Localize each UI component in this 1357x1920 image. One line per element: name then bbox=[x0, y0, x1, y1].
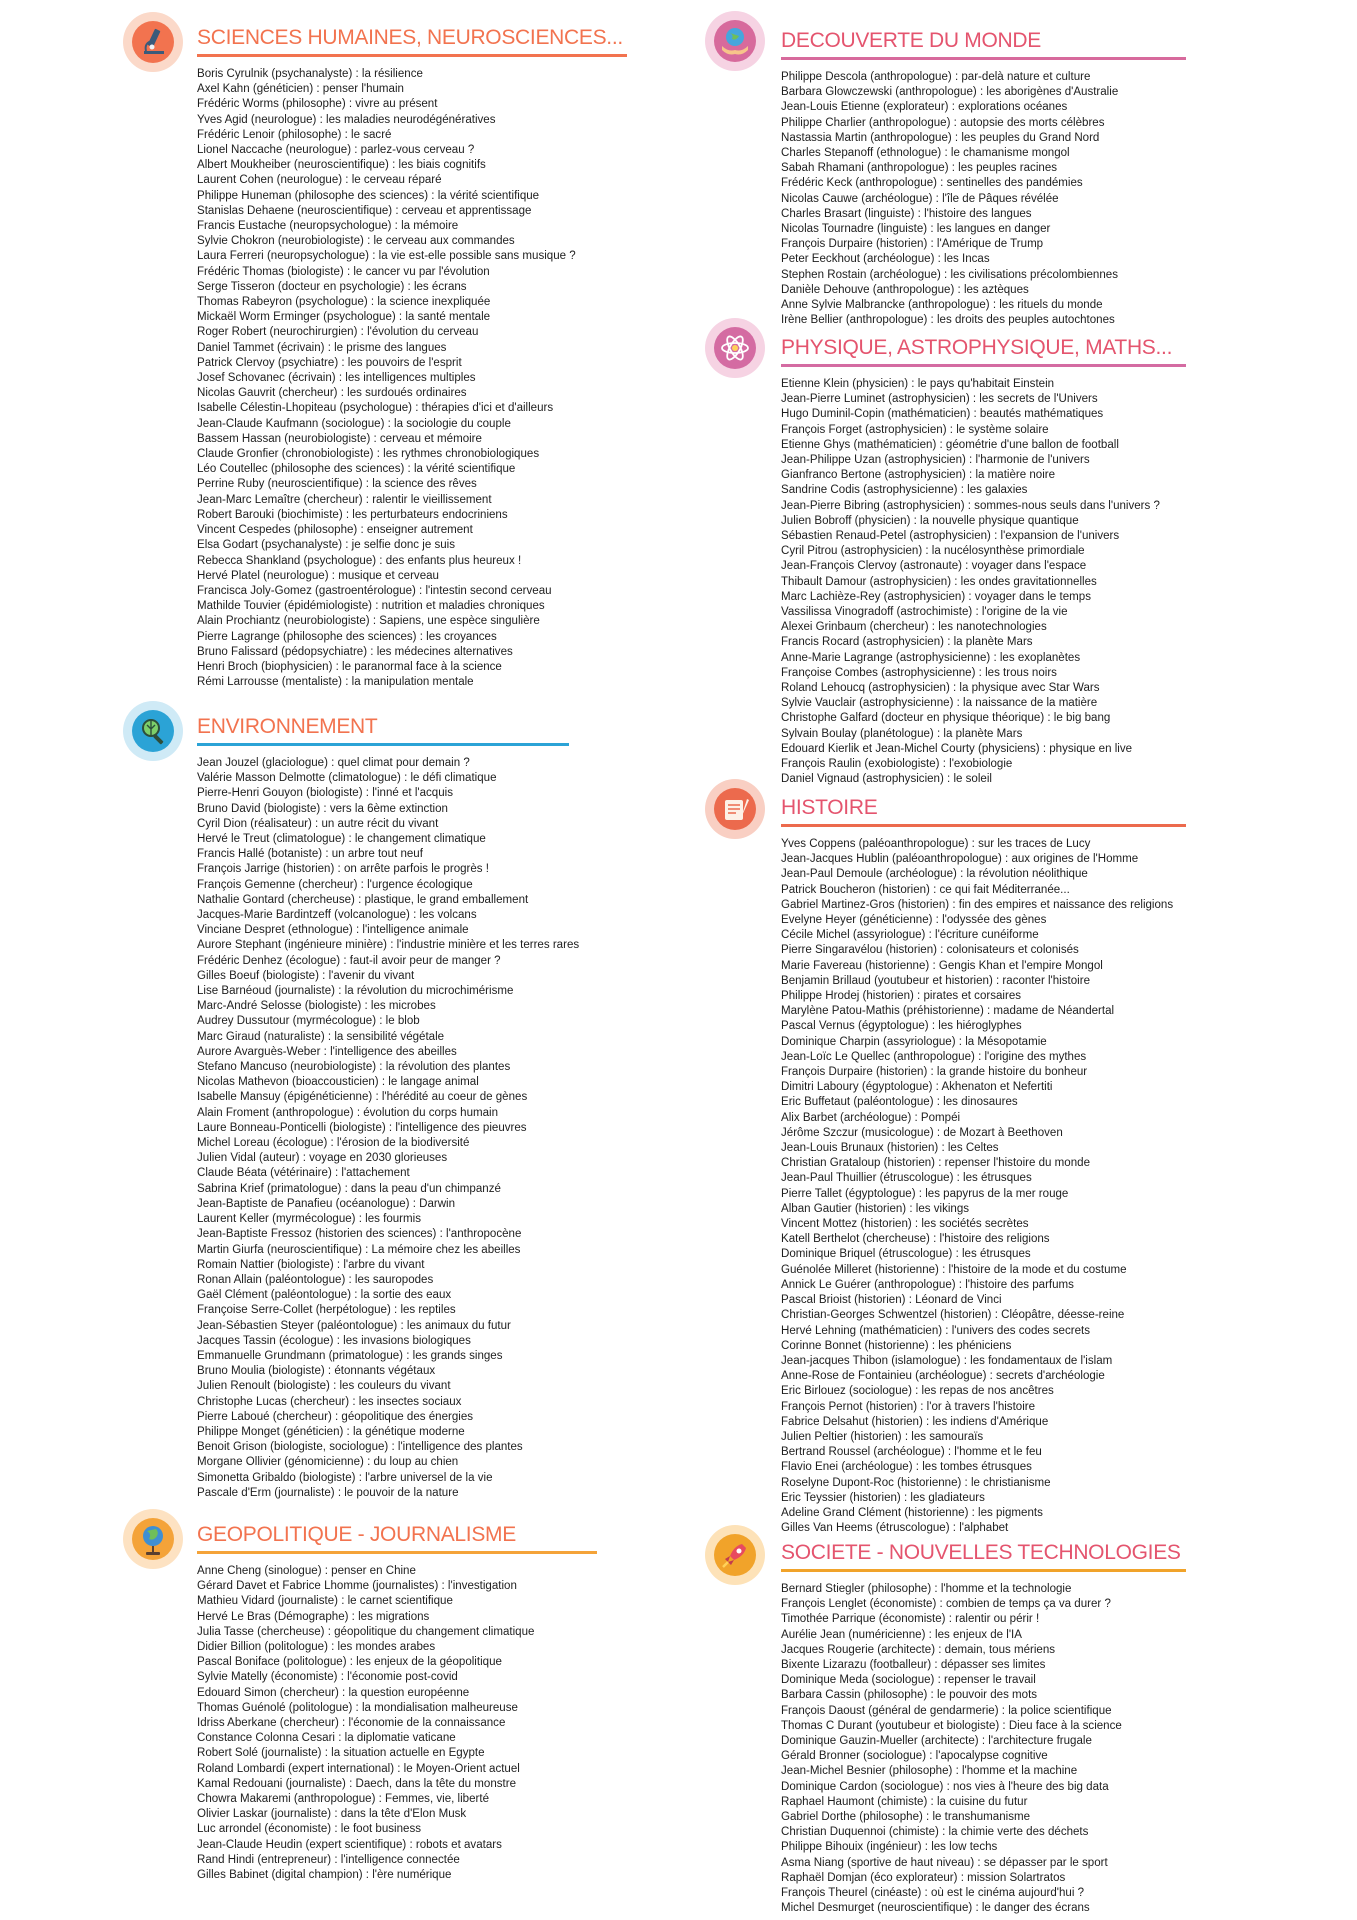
list-item: Nathalie Gontard (chercheuse) : plastique, le grand emballement bbox=[197, 893, 529, 906]
list-item: Jacques Tassin (écologue) : les invasions biologiques bbox=[197, 1334, 471, 1347]
list-item: Bruno Moulia (biologiste) : étonnants végétaux bbox=[197, 1365, 436, 1378]
list-item: Serge Tisseron (docteur en psychologie) : les écrans bbox=[197, 280, 467, 293]
list-item: Jean-Loïc Le Quellec (anthropologue) : l'origine des mythes bbox=[781, 1050, 1087, 1063]
list-item: Jean-Michel Besnier (philosophe) : l'homme et la machine bbox=[781, 1765, 1078, 1778]
section-sciences bbox=[197, 26, 627, 690]
list-item: Jean-Louis Etienne (explorateur) : explorations océanes bbox=[781, 101, 1068, 114]
list-item: Jean-Jacques Hublin (paléoanthropologue) : aux origines de l'Homme bbox=[781, 853, 1139, 866]
list-item: Benoit Grison (biologiste, sociologue) : l'intelligence des plantes bbox=[197, 1441, 523, 1454]
list-item: Thomas Rabeyron (psychologue) : la science inexpliquée bbox=[197, 296, 491, 309]
list-item: Jean-Paul Demoule (archéologue) : la révolution néolithique bbox=[781, 868, 1088, 881]
list-item: Claude Béata (vétérinaire) : l'attachement bbox=[197, 1167, 410, 1180]
list-item: Patrick Boucheron (historien) : ce qui fait Méditerranée... bbox=[781, 883, 1070, 896]
list-item: François Daoust (général de gendarmerie) : la police scientifique bbox=[781, 1704, 1112, 1717]
list-item: Irène Bellier (anthropologue) : les droits des peuples autochtones bbox=[781, 314, 1115, 327]
list-item: Didier Billion (politologue) : les mondes arabes bbox=[197, 1641, 436, 1654]
list-item: Christophe Galfard (docteur en physique théorique) : le big bang bbox=[781, 712, 1111, 725]
list-item: Josef Schovanec (écrivain) : les intelligences multiples bbox=[197, 372, 476, 385]
list-item: Alain Froment (anthropologue) : évolution du corps humain bbox=[197, 1106, 499, 1119]
leaf-magnifier-icon bbox=[123, 701, 183, 761]
list-item: Dominique Charpin (assyriologue) : la Mésopotamie bbox=[781, 1035, 1047, 1048]
list-item: Thomas C Durant (youtubeur et biologiste) : Dieu face à la science bbox=[781, 1719, 1122, 1732]
list-item: Anne-Marie Lagrange (astrophysicienne) : les exoplanètes bbox=[781, 651, 1081, 664]
list-item: Hervé Lehning (mathématicien) : l'univers des codes secrets bbox=[781, 1324, 1090, 1337]
section-title: HISTOIRE bbox=[781, 796, 1186, 827]
entry-list bbox=[781, 70, 1186, 328]
section-geopolitique bbox=[197, 1523, 597, 1883]
list-item: Dominique Briquel (étruscologue) : les étrusques bbox=[781, 1248, 1031, 1261]
list-item: François Theurel (cinéaste) : où est le cinéma aujourd'hui ? bbox=[781, 1887, 1085, 1900]
list-item: Gérald Bronner (sociologue) : l'apocalypse cognitive bbox=[781, 1750, 1048, 1763]
list-item: Philippe Charlier (anthropologue) : autopsie des morts célèbres bbox=[781, 116, 1105, 129]
list-item: Philippe Monget (généticien) : la génétique moderne bbox=[197, 1425, 465, 1438]
list-item: Evelyne Heyer (généticienne) : l'odyssée des gènes bbox=[781, 914, 1047, 927]
list-item: Robert Barouki (biochimiste) : les perturbateurs endocriniens bbox=[197, 508, 508, 521]
list-item: Rand Hindi (entrepreneur) : l'intelligence connectée bbox=[197, 1853, 460, 1866]
list-item: Annick Le Guérer (anthropologue) : l'histoire des parfums bbox=[781, 1278, 1074, 1291]
list-item: Elsa Godart (psychanalyste) : je selfie donc je suis bbox=[197, 539, 456, 552]
list-item: Pierre Singaravélou (historien) : colonisateurs et colonisés bbox=[781, 944, 1079, 957]
list-item: François Pernot (historien) : l'or à travers l'histoire bbox=[781, 1400, 1036, 1413]
list-item: Boris Cyrulnik (psychanalyste) : la résilience bbox=[197, 68, 423, 80]
earth-hands-icon bbox=[705, 11, 765, 71]
list-item: Flavio Enei (archéologue) : les tombes étrusques bbox=[781, 1461, 1032, 1474]
list-item: Idriss Aberkane (chercheur) : l'économie de la connaissance bbox=[197, 1717, 506, 1730]
list-item: Claude Gronfier (chronobiologiste) : les rythmes chronobiologiques bbox=[197, 448, 540, 461]
list-item: Daniel Tammet (écrivain) : le prisme des langues bbox=[197, 341, 447, 354]
list-item: Francis Eustache (neuropsychologue) : la mémoire bbox=[197, 220, 459, 233]
list-item: Guénolée Milleret (historienne) : l'histoire de la mode et du costume bbox=[781, 1263, 1127, 1276]
list-item: Laura Ferreri (neuropsychologue) : la vie est-elle possible sans musique ? bbox=[197, 250, 576, 263]
list-item: Bruno David (biologiste) : vers la 6ème extinction bbox=[197, 802, 448, 815]
list-item: François Jarrige (historien) : on arrête parfois le progrès ! bbox=[197, 863, 489, 876]
list-item: Nastassia Martin (anthropologue) : les peuples du Grand Nord bbox=[781, 131, 1100, 144]
list-item: Rebecca Shankland (psychologue) : des enfants plus heureux ! bbox=[197, 554, 522, 567]
section-title: DECOUVERTE DU MONDE bbox=[781, 29, 1186, 60]
list-item: Aurélie Jean (numéricienne) : les enjeux de l'IA bbox=[781, 1628, 1022, 1641]
list-item: Jean-Louis Brunaux (historien) : les Celtes bbox=[781, 1142, 999, 1155]
list-item: Mathilde Touvier (épidémiologiste) : nutrition et maladies chroniques bbox=[197, 600, 545, 613]
list-item: Jacques-Marie Bardintzeff (volcanologue) : les volcans bbox=[197, 909, 477, 922]
list-item: Jean Jouzel (glaciologue) : quel climat pour demain ? bbox=[197, 757, 470, 769]
list-item: Patrick Clervoy (psychiatre) : les pouvoirs de l'esprit bbox=[197, 356, 462, 369]
list-item: Gianfranco Bertone (astrophysicien) : la matière noire bbox=[781, 469, 1056, 482]
section-title: SCIENCES HUMAINES, NEUROSCIENCES... bbox=[197, 26, 627, 57]
list-item: Christophe Lucas (chercheur) : les insectes sociaux bbox=[197, 1395, 462, 1408]
list-item: Philippe Huneman (philosophe des sciences) : la vérité scientifique bbox=[197, 189, 540, 202]
list-item: Isabelle Célestin-Lhopiteau (psychologue) : thérapies d'ici et d'ailleurs bbox=[197, 402, 554, 415]
list-item: Hervé le Treut (climatologue) : le changement climatique bbox=[197, 833, 486, 846]
list-item: Katell Berthelot (chercheuse) : l'histoire des religions bbox=[781, 1233, 1050, 1246]
list-item: Françoise Serre-Collet (herpétologue) : les reptiles bbox=[197, 1304, 456, 1317]
list-item: Jean-Marc Lemaître (chercheur) : ralentir le vieillissement bbox=[197, 493, 492, 506]
section-decouverte bbox=[781, 29, 1186, 328]
list-item: Jean-jacques Thibon (islamologue) : les fondamentaux de l'islam bbox=[781, 1354, 1113, 1367]
list-item: Philippe Descola (anthropologue) : par-delà nature et culture bbox=[781, 71, 1091, 83]
list-item: Alban Gautier (historien) : les vikings bbox=[781, 1202, 970, 1215]
list-item: Francisca Joly-Gomez (gastroentérologue) : l'intestin second cerveau bbox=[197, 584, 552, 597]
list-item: Bassem Hassan (neurobiologiste) : cerveau et mémoire bbox=[197, 432, 482, 445]
list-item: Dominique Cardon (sociologue) : nos vies à l'heure des big data bbox=[781, 1780, 1109, 1793]
list-item: Hervé Platel (neurologue) : musique et cerveau bbox=[197, 569, 439, 582]
list-item: Anne-Rose de Fontainieu (archéologue) : secrets d'archéologie bbox=[781, 1370, 1105, 1383]
list-item: Vinciane Despret (ethnologue) : l'intelligence animale bbox=[197, 924, 469, 937]
entry-list bbox=[781, 377, 1186, 787]
list-item: François Durpaire (historien) : l'Amérique de Trump bbox=[781, 238, 1044, 251]
list-item: Julien Peltier (historien) : les samouraïs bbox=[781, 1430, 984, 1443]
list-item: Isabelle Mansuy (épigénéticienne) : l'hérédité au coeur de gènes bbox=[197, 1091, 528, 1104]
list-item: Roger Robert (neurochirurgien) : l'évolution du cerveau bbox=[197, 326, 479, 339]
list-item: Rémi Larrousse (mentaliste) : la manipulation mentale bbox=[197, 676, 474, 689]
list-item: Valérie Masson Delmotte (climatologue) : le défi climatique bbox=[197, 772, 497, 785]
list-item: Edouard Kierlik et Jean-Michel Courty (physiciens) : physique en live bbox=[781, 742, 1133, 755]
list-item: Vincent Cespedes (philosophe) : enseigner autrement bbox=[197, 524, 473, 537]
list-item: François Forget (astrophysicien) : le système solaire bbox=[781, 423, 1049, 436]
list-item: Dimitri Laboury (égyptologue) : Akhenaton et Nefertiti bbox=[781, 1081, 1053, 1094]
list-item: Etienne Ghys (mathématicien) : géométrie d'une ballon de football bbox=[781, 438, 1119, 451]
list-item: Pascal Vernus (égyptologue) : les hiéroglyphes bbox=[781, 1020, 1022, 1033]
list-item: Etienne Klein (physicien) : le pays qu'habitait Einstein bbox=[781, 378, 1055, 390]
list-item: Michel Desmurget (neuroscientifique) : le danger des écrans bbox=[781, 1902, 1090, 1915]
list-item: Marc Lachièze-Rey (astrophysicien) : voyager dans le temps bbox=[781, 590, 1091, 603]
list-item: Barbara Glowczewski (anthropologue) : les aborigènes d'Australie bbox=[781, 86, 1119, 99]
list-item: Nicolas Cauwe (archéologue) : l'île de Pâques révélée bbox=[781, 192, 1059, 205]
entry-list bbox=[781, 837, 1186, 1536]
list-item: Gaël Clément (paléontologue) : la sortie des eaux bbox=[197, 1289, 452, 1302]
list-item: Philippe Bihouix (ingénieur) : les low techs bbox=[781, 1841, 998, 1854]
list-item: Stephen Rostain (archéologue) : les civilisations précolombiennes bbox=[781, 268, 1118, 281]
rocket-icon bbox=[705, 1525, 765, 1585]
list-item: Sandrine Codis (astrophysicienne) : les galaxies bbox=[781, 484, 1028, 497]
list-item: Alain Prochiantz (neurobiologiste) : Sapiens, une espèce singulière bbox=[197, 615, 540, 628]
list-item: Aurore Stephant (ingénieure minière) : l'industrie minière et les terres rares bbox=[197, 939, 580, 952]
list-item: Anne Cheng (sinologue) : penser en Chine bbox=[197, 1565, 416, 1577]
list-item: François Gemenne (chercheur) : l'urgence écologique bbox=[197, 878, 473, 891]
list-item: Asma Niang (sportive de haut niveau) : se dépasser par le sport bbox=[781, 1856, 1108, 1869]
list-item: Gabriel Dorthe (philosophe) : le transhumanisme bbox=[781, 1811, 1031, 1824]
list-item: François Raulin (exobiologiste) : l'exobiologie bbox=[781, 758, 1013, 771]
list-item: Léo Coutellec (philosophe des sciences) : la vérité scientifique bbox=[197, 463, 516, 476]
list-item: Nicolas Tournadre (linguiste) : les langues en danger bbox=[781, 223, 1051, 236]
list-item: Thibault Damour (astrophysicien) : les ondes gravitationnelles bbox=[781, 575, 1097, 588]
list-item: Robert Solé (journaliste) : la situation actuelle en Egypte bbox=[197, 1747, 485, 1760]
list-item: Dominique Meda (sociologue) : repenser le travail bbox=[781, 1674, 1036, 1687]
list-item: Laurent Keller (myrmécologue) : les fourmis bbox=[197, 1213, 421, 1226]
section-societe bbox=[781, 1541, 1186, 1916]
list-item: Timothée Parrique (économiste) : ralentir ou périr ! bbox=[781, 1613, 1040, 1626]
list-item: Philippe Hrodej (historien) : pirates et corsaires bbox=[781, 990, 1022, 1003]
list-item: Jean-Baptiste Fressoz (historien des sciences) : l'anthropocène bbox=[197, 1228, 522, 1241]
section-histoire bbox=[781, 796, 1186, 1536]
list-item: Sabah Rhamani (anthropologue) : les peuples racines bbox=[781, 162, 1058, 175]
list-item: Jérôme Szczur (musicologue) : de Mozart à Beethoven bbox=[781, 1126, 1063, 1139]
list-item: Sylvain Boulay (planétologue) : la planète Mars bbox=[781, 727, 1023, 740]
list-item: Françoise Combes (astrophysicienne) : les trous noirs bbox=[781, 666, 1057, 679]
list-item: Pascal Brioist (historien) : Léonard de Vinci bbox=[781, 1294, 1002, 1307]
list-item: Marie Favereau (historienne) : Gengis Khan et l'empire Mongol bbox=[781, 959, 1103, 972]
list-item: Roselyne Dupont-Roc (historienne) : le christianisme bbox=[781, 1476, 1051, 1489]
list-item: Charles Brasart (linguiste) : l'histoire des langues bbox=[781, 207, 1032, 220]
list-item: Pierre Tallet (égyptologue) : les papyrus de la mer rouge bbox=[781, 1187, 1069, 1200]
list-item: Jean-Sébastien Steyer (paléontologue) : les animaux du futur bbox=[197, 1319, 511, 1332]
list-item: Fabrice Delsahut (historien) : les indiens d'Amérique bbox=[781, 1415, 1049, 1428]
list-item: Vassilissa Vinogradoff (astrochimiste) : l'origine de la vie bbox=[781, 606, 1068, 619]
list-item: Albert Moukheiber (neuroscientifique) : les biais cognitifs bbox=[197, 159, 486, 172]
list-item: Jean-Claude Kaufmann (sociologue) : la sociologie du couple bbox=[197, 417, 511, 430]
list-item: Alix Barbet (archéologue) : Pompéi bbox=[781, 1111, 961, 1124]
list-item: Sylvie Vauclair (astrophysicienne) : la naissance de la matière bbox=[781, 697, 1098, 710]
list-item: Laurent Cohen (neurologue) : le cerveau réparé bbox=[197, 174, 442, 187]
section-title: GEOPOLITIQUE - JOURNALISME bbox=[197, 1523, 597, 1554]
list-item: Corinne Bonnet (historienne) : les phéniciens bbox=[781, 1339, 1012, 1352]
list-item: Cécile Michel (assyriologue) : l'écriture cunéiforme bbox=[781, 929, 1039, 942]
list-item: Edouard Simon (chercheur) : la question européenne bbox=[197, 1686, 470, 1699]
list-item: Constance Colonna Cesari : la diplomatie vaticane bbox=[197, 1732, 456, 1745]
list-item: Romain Nattier (biologiste) : l'arbre du vivant bbox=[197, 1258, 425, 1271]
list-item: Julia Tasse (chercheuse) : géopolitique du changement climatique bbox=[197, 1625, 535, 1638]
list-item: Sylvie Matelly (économiste) : l'économie post-covid bbox=[197, 1671, 458, 1684]
list-item: Morgane Ollivier (génomicienne) : du loup au chien bbox=[197, 1456, 459, 1469]
list-item: Gilles Van Heems (étruscologue) : l'alphabet bbox=[781, 1522, 1009, 1535]
list-item: Danièle Dehouve (anthropologue) : les aztèques bbox=[781, 283, 1029, 296]
list-item: Julien Bobroff (physicien) : la nouvelle physique quantique bbox=[781, 514, 1079, 527]
section-physique bbox=[781, 336, 1186, 787]
list-item: Roland Lehoucq (astrophysicien) : la physique avec Star Wars bbox=[781, 682, 1100, 695]
list-item: Thomas Guénolé (politologue) : la mondialisation malheureuse bbox=[197, 1701, 518, 1714]
list-item: Marylène Patou-Mathis (préhistorienne) : madame de Néandertal bbox=[781, 1005, 1115, 1018]
list-item: Stefano Mancuso (neurobiologiste) : la révolution des plantes bbox=[197, 1061, 511, 1074]
list-item: Cyril Pitrou (astrophysicien) : la nucélosynthèse primordiale bbox=[781, 545, 1085, 558]
list-item: Laure Bonneau-Ponticelli (biologiste) : l'intelligence des pieuvres bbox=[197, 1121, 527, 1134]
list-item: Jean-Philippe Uzan (astrophysicien) : l'harmonie de l'univers bbox=[781, 454, 1090, 467]
list-item: Sabrina Krief (primatologue) : dans la peau d'un chimpanzé bbox=[197, 1182, 501, 1195]
list-item: Kamal Redouani (journaliste) : Daech, dans la tête du monstre bbox=[197, 1777, 516, 1790]
list-item: Jean-Pierre Bibring (astrophysicien) : sommes-nous seuls dans l'univers ? bbox=[781, 499, 1160, 512]
list-item: Marc Giraud (naturaliste) : la sensibilité végétale bbox=[197, 1030, 445, 1043]
list-item: Francis Hallé (botaniste) : un arbre tout neuf bbox=[197, 848, 423, 861]
list-item: Raphaël Domjan (éco explorateur) : mission Solartratos bbox=[781, 1871, 1066, 1884]
list-item: Christian Grataloup (historien) : repenser l'histoire du monde bbox=[781, 1157, 1090, 1170]
list-item: Yves Agid (neurologue) : les maladies neurodégénératives bbox=[197, 113, 496, 126]
list-item: Julien Vidal (auteur) : voyage en 2030 glorieuses bbox=[197, 1152, 448, 1165]
list-item: Martin Giurfa (neuroscientifique) : La mémoire chez les abeilles bbox=[197, 1243, 521, 1256]
list-item: Frédéric Lenoir (philosophe) : le sacré bbox=[197, 128, 392, 141]
list-item: Barbara Cassin (philosophe) : le pouvoir des mots bbox=[781, 1689, 1038, 1702]
list-item: Mathieu Vidard (journaliste) : le carnet scientifique bbox=[197, 1595, 453, 1608]
list-item: Jean-Pierre Luminet (astrophysicien) : les secrets de l'Univers bbox=[781, 393, 1098, 406]
list-item: Jacques Rougerie (architecte) : demain, tous mériens bbox=[781, 1643, 1056, 1656]
list-item: Lise Barnéoud (journaliste) : la révolution du microchimérisme bbox=[197, 985, 514, 998]
entry-list bbox=[781, 1582, 1186, 1916]
entry-list bbox=[197, 1564, 597, 1883]
list-item: Gabriel Martinez-Gros (historien) : fin des empires et naissance des religions bbox=[781, 898, 1174, 911]
list-item: Jean-François Clervoy (astronaute) : voyager dans l'espace bbox=[781, 560, 1087, 573]
list-item: Bertrand Roussel (archéologue) : l'homme et le feu bbox=[781, 1446, 1042, 1459]
list-item: Pierre-Henri Gouyon (biologiste) : l'inné et l'acquis bbox=[197, 787, 453, 800]
atom-icon bbox=[705, 318, 765, 378]
list-item: Roland Lombardi (expert international) : le Moyen-Orient actuel bbox=[197, 1762, 520, 1775]
list-item: Dominique Gauzin-Mueller (architecte) : l'architecture frugale bbox=[781, 1735, 1092, 1748]
list-item: Hugo Duminil-Copin (mathématicien) : beautés mathématiques bbox=[781, 408, 1104, 421]
section-environnement bbox=[197, 715, 580, 1501]
list-item: Perrine Ruby (neuroscientifique) : la science des rêves bbox=[197, 478, 477, 491]
list-item: Gérard Davet et Fabrice Lhomme (journalistes) : l'investigation bbox=[197, 1580, 517, 1593]
list-item: Daniel Vignaud (astrophysicien) : le soleil bbox=[781, 773, 992, 786]
list-item: Christian-Georges Schwentzel (historien) : Cléopâtre, déesse-reine bbox=[781, 1309, 1125, 1322]
list-item: Chowra Makaremi (anthropologue) : Femmes, vie, liberté bbox=[197, 1793, 489, 1806]
list-item: Adeline Grand Clément (historienne) : les pigments bbox=[781, 1506, 1043, 1519]
list-item: Ronan Allain (paléontologue) : les sauropodes bbox=[197, 1273, 434, 1286]
list-item: Nicolas Mathevon (bioaccousticien) : le langage animal bbox=[197, 1076, 479, 1089]
list-item: Jean-Paul Thuillier (étruscologue) : les étrusques bbox=[781, 1172, 1032, 1185]
list-item: Pascal Boniface (politologue) : les enjeux de la géopolitique bbox=[197, 1656, 502, 1669]
list-item: Frédéric Denhez (écologue) : faut-il avoir peur de manger ? bbox=[197, 954, 501, 967]
list-item: Pierre Lagrange (philosophe des sciences) : les croyances bbox=[197, 630, 497, 643]
list-item: Mickaël Worm Erminger (psychologue) : la santé mentale bbox=[197, 311, 491, 324]
entry-list bbox=[197, 67, 627, 690]
list-item: François Durpaire (historien) : la grande histoire du bonheur bbox=[781, 1066, 1088, 1079]
list-item: Peter Eeckhout (archéologue) : les Incas bbox=[781, 253, 990, 266]
list-item: Frédéric Keck (anthropologue) : sentinelles des pandémies bbox=[781, 177, 1083, 190]
list-item: Pierre Laboué (chercheur) : géopolitique des énergies bbox=[197, 1410, 474, 1423]
list-item: Gilles Babinet (digital champion) : l'ère numérique bbox=[197, 1869, 452, 1882]
list-item: Frédéric Thomas (biologiste) : le cancer vu par l'évolution bbox=[197, 265, 490, 278]
list-item: Aurore Avarguès-Weber : l'intelligence des abeilles bbox=[197, 1045, 457, 1058]
list-item: Eric Buffetaut (paléontologue) : les dinosaures bbox=[781, 1096, 1018, 1109]
microscope-icon bbox=[123, 12, 183, 72]
list-item: Eric Birlouez (sociologue) : les repas de nos ancêtres bbox=[781, 1385, 1054, 1398]
list-item: Charles Stepanoff (ethnologue) : le chamanisme mongol bbox=[781, 147, 1070, 160]
list-item: Julien Renoult (biologiste) : les couleurs du vivant bbox=[197, 1380, 451, 1393]
list-item: Bernard Stiegler (philosophe) : l'homme et la technologie bbox=[781, 1583, 1072, 1595]
list-item: Francis Rocard (astrophysicien) : la planète Mars bbox=[781, 636, 1033, 649]
list-item: Bixente Lizarazu (footballeur) : dépasser ses limites bbox=[781, 1659, 1046, 1672]
list-item: Hervé Le Bras (Démographe) : les migrations bbox=[197, 1610, 430, 1623]
list-item: Pascale d'Erm (journaliste) : le pouvoir de la nature bbox=[197, 1486, 459, 1499]
list-item: Simonetta Gribaldo (biologiste) : l'arbre universel de la vie bbox=[197, 1471, 493, 1484]
list-item: Lionel Naccache (neurologue) : parlez-vous cerveau ? bbox=[197, 144, 475, 157]
list-item: Anne Sylvie Malbrancke (anthropologue) : les rituels du monde bbox=[781, 299, 1103, 312]
list-item: Vincent Mottez (historien) : les sociétés secrètes bbox=[781, 1218, 1029, 1231]
entry-list bbox=[197, 756, 580, 1501]
list-item: Emmanuelle Grundmann (primatologue) : les grands singes bbox=[197, 1349, 503, 1362]
list-item: Frédéric Worms (philosophe) : vivre au présent bbox=[197, 98, 438, 111]
list-item: Gilles Boeuf (biologiste) : l'avenir du vivant bbox=[197, 969, 415, 982]
section-title: ENVIRONNEMENT bbox=[197, 715, 569, 746]
list-item: Axel Kahn (généticien) : penser l'humain bbox=[197, 83, 404, 96]
list-item: François Lenglet (économiste) : combien de temps ça va durer ? bbox=[781, 1598, 1111, 1611]
section-title: SOCIETE - NOUVELLES TECHNOLOGIES bbox=[781, 1541, 1186, 1572]
list-item: Luc arrondel (économiste) : le foot business bbox=[197, 1823, 421, 1836]
list-item: Cyril Dion (réalisateur) : un autre récit du vivant bbox=[197, 817, 439, 830]
parchment-quill-icon bbox=[705, 779, 765, 839]
list-item: Nicolas Gauvrit (chercheur) : les surdoués ordinaires bbox=[197, 387, 467, 400]
list-item: Eric Teyssier (historien) : les gladiateurs bbox=[781, 1491, 985, 1504]
list-item: Sylvie Chokron (neurobiologiste) : le cerveau aux commandes bbox=[197, 235, 515, 248]
list-item: Michel Loreau (écologue) : l'érosion de la biodiversité bbox=[197, 1137, 470, 1150]
section-title: PHYSIQUE, ASTROPHYSIQUE, MATHS... bbox=[781, 336, 1186, 367]
list-item: Christian Duquennoi (chimiste) : la chimie verte des déchets bbox=[781, 1826, 1089, 1839]
list-item: Jean-Baptiste de Panafieu (océanologue) : Darwin bbox=[197, 1197, 456, 1210]
list-item: Olivier Laskar (journaliste) : dans la tête d'Elon Musk bbox=[197, 1808, 467, 1821]
list-item: Audrey Dussutour (myrmécologue) : le blob bbox=[197, 1015, 420, 1028]
list-item: Benjamin Brillaud (youtubeur et historien) : raconter l'histoire bbox=[781, 974, 1090, 987]
list-item: Raphael Haumont (chimiste) : la cuisine du futur bbox=[781, 1795, 1028, 1808]
list-item: Alexei Grinbaum (chercheur) : les nanotechnologies bbox=[781, 621, 1047, 634]
list-item: Marc-André Selosse (biologiste) : les microbes bbox=[197, 1000, 436, 1013]
list-item: Sébastien Renaud-Petel (astrophysicien) : l'expansion de l'univers bbox=[781, 530, 1120, 543]
list-item: Henri Broch (biophysicien) : le paranormal face à la science bbox=[197, 660, 502, 673]
globe-icon bbox=[123, 1509, 183, 1569]
list-item: Stanislas Dehaene (neuroscientifique) : cerveau et apprentissage bbox=[197, 204, 532, 217]
list-item: Yves Coppens (paléoanthropologue) : sur les traces de Lucy bbox=[781, 838, 1091, 850]
list-item: Bruno Falissard (pédopsychiatre) : les médecines alternatives bbox=[197, 645, 513, 658]
list-item: Jean-Claude Heudin (expert scientifique) : robots et avatars bbox=[197, 1838, 502, 1851]
